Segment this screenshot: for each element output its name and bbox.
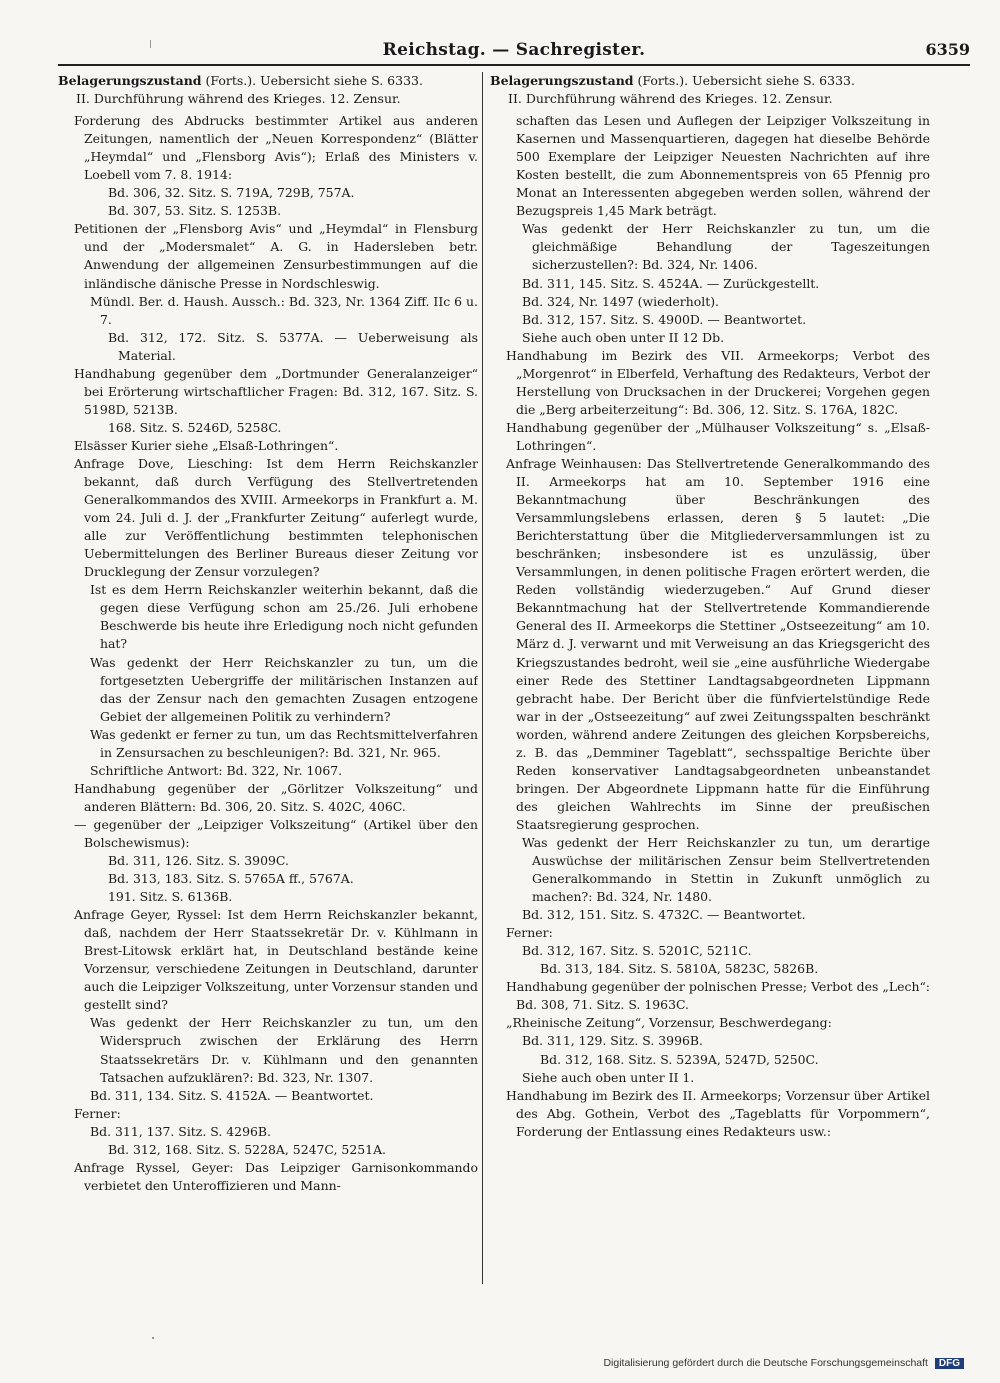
index-entry: Bd. 311, 134. Sitz. S. 4152A. — Beantwortet. [90, 1087, 374, 1103]
index-entry: 168. Sitz. S. 5246D, 5258C. [108, 419, 282, 435]
index-entry: Handhabung gegenüber der „Görlitzer Volkszeitung“ und anderen Blättern: Bd. 306, 20. Sitz. S. 402C, 406C. [74, 780, 478, 814]
index-entry: Anfrage Ryssel, Geyer: Das Leipziger Garnisonkommando verbietet den Unteroffizieren und Mann- [74, 1159, 478, 1193]
index-entry: Ist es dem Herrn Reichskanzler weiterhin bekannt, daß die gegen diese Verfügung schon am 25./26. Juli erhobene Beschwerde bis heute ihre Erledigung noch nicht gefunden hat? [90, 582, 478, 652]
column-heading [58, 72, 478, 108]
index-entry: Was gedenkt der Herr Reichskanzler zu tun, um die gleichmäßige Behandlung der Tageszeitungen sicherzustellen?: Bd. 324, Nr. 1406. [522, 221, 930, 273]
heading-keyword: Belagerungszustand [490, 73, 634, 88]
index-entry: Handhabung im Bezirk des VII. Armeekorps; Verbot des „Morgenrot“ in Elberfeld, Verhaftung des Redakteurs, Verbot der Herstellung von Drucksachen in der Druckerei; Vorgehen gegen die „Berg arbeiterzeitung“: Bd. 306, 12. Sitz. S. 176A, 182C. [506, 347, 930, 417]
index-entry: Was gedenkt er ferner zu tun, um das Rechtsmittelverfahren in Zensursachen zu beschleunigen?: Bd. 321, Nr. 965. [90, 726, 478, 760]
index-entry: Handhabung im Bezirk des II. Armeekorps; Vorzensur über Artikel des Abg. Gothein, Verbot des „Tageblatts für Vorpommern“, Forderung der Entlassung eines Redakteurs usw.: [506, 1087, 930, 1139]
index-entry: Bd. 312, 167. Sitz. S. 5201C, 5211C. [522, 943, 752, 959]
index-entry: „Rheinische Zeitung“, Vorzensur, Beschwerdegang: [506, 1015, 832, 1031]
page-footer [603, 1357, 964, 1369]
index-entry: Bd. 313, 183. Sitz. S. 5765A ff., 5767A. [108, 871, 354, 887]
index-entry: Handhabung gegenüber der „Mülhauser Volkszeitung“ s. „Elsaß-Lothringen“. [506, 419, 930, 453]
index-entry: Anfrage Dove, Liesching: Ist dem Herrn Reichskanzler bekannt, daß durch Verfügung des Stellvertretenden Generalkommandos des XVIII. Armeekorps in Frankfurt a. M. vom 24. Juli d. J. der „Frankfurter Zeitung“ auferlegt wurde, alle zur Veröffentlichung bestimmten telephonischen Uebermittelungen des Berliner Bureaus dieser Zeitung vor Drucklegung der Zensur vorzulegen? [74, 455, 478, 580]
index-entry: Bd. 311, 145. Sitz. S. 4524A. — Zurückgestellt. [522, 275, 820, 291]
column-divider [482, 72, 483, 1284]
index-entry: Bd. 311, 129. Sitz. S. 3996B. [522, 1033, 703, 1049]
index-entry: Bd. 312, 157. Sitz. S. 4900D. — Beantwortet. [522, 311, 807, 327]
index-entry: Was gedenkt der Herr Reichskanzler zu tun, um den Widerspruch zwischen der Erklärung des Herrn Staatssekretärs Dr. v. Kühlmann und den genannten Tatsachen aufzuklären?: Bd. 323, Nr. 1307. [90, 1015, 478, 1085]
index-entry: Bd. 306, 32. Sitz. S. 719A, 729B, 757A. [108, 185, 355, 201]
right-column [490, 72, 930, 1293]
index-entry: Handhabung gegenüber der polnischen Presse; Verbot des „Lech“: Bd. 308, 71. Sitz. S. 1963C. [506, 979, 930, 1013]
column-heading [490, 72, 930, 108]
index-entry: 191. Sitz. S. 6136B. [108, 889, 233, 905]
index-entry: Ferner: [74, 1105, 121, 1121]
index-entry: Handhabung gegenüber dem „Dortmunder Generalanzeiger“ bei Erörterung wirtschaftlicher Fragen: Bd. 312, 167. Sitz. S. 5198D, 5213B. [74, 365, 478, 417]
index-entry: Bd. 312, 172. Sitz. S. 5377A. — Ueberweisung als Material. [108, 329, 478, 363]
index-entry: Bd. 311, 126. Sitz. S. 3909C. [108, 853, 289, 869]
page-header [58, 36, 970, 66]
index-entry: Was gedenkt der Herr Reichskanzler zu tun, um die fortgesetzten Uebergriffe der militärischen Instanzen auf das der Zensur nach den gemachten Zusagen entzogene Gebiet der allgemeinen Politik zu verhindern? [90, 654, 478, 724]
heading-keyword: Belagerungszustand [58, 73, 202, 88]
scan-mark [152, 1337, 154, 1339]
index-entry: Bd. 324, Nr. 1497 (wiederholt). [522, 293, 720, 309]
heading-rest: (Forts.). Uebersicht siehe S. 6333. [633, 73, 855, 88]
index-entry: Ferner: [506, 925, 553, 941]
index-entry: Anfrage Geyer, Ryssel: Ist dem Herrn Reichskanzler bekannt, daß, nachdem der Herr Staatssekretär Dr. v. Kühlmann in Brest-Litowsk erklärt hat, in Deutschland bestände keine Vorzensur, verschiedene Zeitungen in Deutschland, darunter auch die Leipziger Volkszeitung, unter Vorzensur standen und gestellt sind? [74, 907, 478, 1013]
index-entry: Bd. 312, 168. Sitz. S. 5239A, 5247D, 5250C. [540, 1051, 819, 1067]
index-entry: Was gedenkt der Herr Reichskanzler zu tun, um derartige Auswüchse der militärischen Zensur beim Stellvertretenden Generalkommando in Stettin in Zukunft unmöglich zu machen?: Bd. 324, Nr. 1480. [522, 834, 930, 905]
column-subheading: II. Durchführung während des Krieges. 12. Zensur. [76, 91, 401, 107]
index-entry: Bd. 312, 151. Sitz. S. 4732C. — Beantwortet. [522, 907, 806, 923]
index-entry: Schriftliche Antwort: Bd. 322, Nr. 1067. [90, 762, 343, 778]
index-entry: Bd. 313, 184. Sitz. S. 5810A, 5823C, 5826B. [540, 961, 819, 977]
index-entry: Bd. 307, 53. Sitz. S. 1253B. [108, 203, 282, 219]
funding-note: Digitalisierung gefördert durch die Deutsche Forschungsgemeinschaft [603, 1357, 928, 1369]
index-entry: Bd. 311, 137. Sitz. S. 4296B. [90, 1123, 271, 1139]
entry-list [490, 112, 930, 1141]
index-entry: schaften das Lesen und Auflegen der Leipziger Volkszeitung in Kasernen und Massenquartieren, dagegen hat dieselbe Behörde 500 Exemplare der Leipziger Neuesten Nachrichten auf ihre Kosten bestellt, die zum Abonnementspreis von 65 Pfennig pro Monat an Interessenten abgegeben werden sollen, während der Bezugspreis 1,45 Mark beträgt. [516, 113, 930, 219]
index-entry: — gegenüber der „Leipziger Volkszeitung“ (Artikel über den Bolschewismus): [74, 816, 478, 850]
index-entry: Siehe auch oben unter II 1. [522, 1069, 695, 1085]
index-entry: Forderung des Abdrucks bestimmter Artikel aus anderen Zeitungen, namentlich der „Neuen Korrespondenz“ (Blätter „Heymdal“ und „Flensborg Avis“); Erlaß des Ministers v. Loebell vom 7. 8. 1914: [74, 113, 478, 183]
index-entry: Bd. 312, 168. Sitz. S. 5228A, 5247C, 5251A. [108, 1141, 387, 1157]
column-subheading: II. Durchführung während des Krieges. 12. Zensur. [508, 91, 833, 107]
heading-rest: (Forts.). Uebersicht siehe S. 6333. [201, 73, 423, 88]
index-entry: Siehe auch oben unter II 12 Db. [522, 329, 725, 345]
index-entry: Anfrage Weinhausen: Das Stellvertretende Generalkommando des II. Armeekorps hat am 10. September 1916 eine Bekanntmachung über Beschränkungen des Versammlungslebens erlassen, deren § 5 lautet: „Die Berichterstattung über die Mitgliederversammlungen ist zu beschränken; insbesondere ist es unzulässig, über Versammlungen, in denen politische Fragen erörtert werden, die Reden vollständig wiederzugeben.“ Auf Grund dieser Bekanntmachung hat der Stellvertretende Kommandierende General des II. Armeekorps die Stettiner „Ostseezeitung“ am 10. März d. J. verwarnt und mit Verweisung an das Kriegsgericht des Kriegszustandes bedroht, weil sie „eine ausführliche Wiedergabe einer Rede des Stettiner Landtagsabgeordneten Lippmann gebracht habe. Der Bericht über die fünfviertelstündige Rede war in der „Ostseezeitung“ auf zwei Zeitungsspalten beschränkt worden, während andere Zeitungen des gleichen Korpsbereichs, z. B. das „Demminer Tageblatt“, sechsspaltige Berichte über Reden konservativer Landtagsabgeordneten unbeanstandet bringen. Der Abgeordnete Lippmann hatte für die Einführung des gleichen Wahlrechts im Sinne der preußischen Staatsregierung gesprochen. [506, 455, 930, 832]
index-entry: Elsässer Kurier siehe „Elsaß-Lothringen“. [74, 437, 339, 453]
index-entry: Petitionen der „Flensborg Avis“ und „Heymdal“ in Flensburg und der „Modersmalet“ A. G. in Hadersleben betr. Anwendung der allgemeinen Zensurbestimmungen auf die inländische dänische Presse in Nordschleswig. [74, 221, 478, 291]
entry-list [58, 112, 478, 1195]
dfg-logo: DFG [935, 1358, 964, 1369]
running-title: Reichstag. — Sachregister. [382, 40, 646, 60]
page-number: 6359 [925, 40, 970, 59]
index-entry: Mündl. Ber. d. Haush. Aussch.: Bd. 323, Nr. 1364 Ziff. IIc 6 u. 7. [90, 293, 478, 327]
left-column [58, 72, 478, 1293]
